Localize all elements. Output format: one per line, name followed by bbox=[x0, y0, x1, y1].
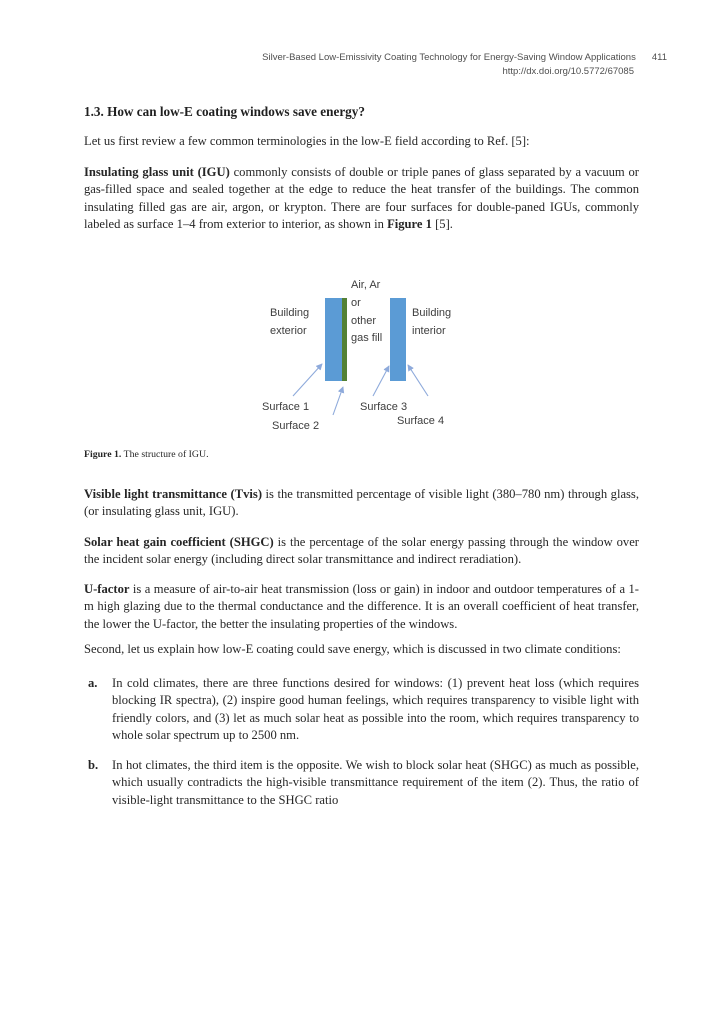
paragraph-tvis bbox=[84, 486, 639, 521]
term-shgc: Solar heat gain coefficient (SHGC) bbox=[84, 534, 274, 549]
figure-reference: Figure 1 bbox=[387, 217, 432, 231]
main-column bbox=[84, 0, 639, 809]
figure-1 bbox=[84, 234, 639, 449]
list-marker-a: a. bbox=[88, 675, 98, 690]
label-gasfill-line3: other bbox=[351, 314, 377, 327]
paragraph-igu-tail: [5]. bbox=[431, 217, 453, 231]
section-heading: 1.3. How can low-E coating windows save energy? bbox=[84, 104, 365, 119]
label-surface-2: Surface 2 bbox=[272, 419, 320, 432]
glass-pane-exterior bbox=[325, 298, 342, 381]
label-building-exterior-line1: Building bbox=[270, 306, 310, 319]
label-building-interior-line2: interior bbox=[412, 324, 446, 337]
label-gasfill-line4: gas fill bbox=[351, 331, 383, 344]
lowe-coating-strip bbox=[342, 298, 347, 381]
paragraph-shgc bbox=[84, 534, 639, 569]
paragraph-tvis-body: is the transmitted percentage of visible light (380–780 nm) through glass, (or insulating glass unit, IGU). bbox=[84, 486, 639, 518]
doi-text: http://dx.doi.org/10.5772/67085 bbox=[502, 66, 634, 77]
list-text-a: In cold climates, there are three functions desired for windows: (1) prevent heat loss (which requires blocking IR spectra), (2) inspire good human feelings, which requires transparency to visible light with friendly colors, and (3) let as much solar heat as possible into the room, which requires transparency to whole solar spectrum up to 2500 nm. bbox=[112, 675, 639, 742]
list-item-cold-climates bbox=[84, 675, 639, 745]
climate-list bbox=[84, 675, 639, 810]
label-surface-4: Surface 4 bbox=[397, 414, 445, 427]
label-building-interior-line1: Building bbox=[412, 306, 452, 319]
page-number: 411 bbox=[651, 52, 667, 63]
paragraph-igu-body: commonly consists of double or triple panes of glass separated by a vacuum or gas-filled space and sealed together at the edge to reduce the heat transfer of the buildings. The common insulating filled gas are air, argon, or krypton. There are four surfaces for double-paned IGUs, commonly labeled as surface 1–4 from exterior to interior, as shown in bbox=[84, 164, 639, 231]
running-title: Silver-Based Low-Emissivity Coating Technology for Energy-Saving Window Applications bbox=[262, 52, 636, 63]
term-igu: Insulating glass unit (IGU) bbox=[84, 164, 230, 179]
label-gasfill-line1: Air, Ar bbox=[351, 278, 381, 291]
surface2-arrow bbox=[333, 387, 343, 415]
list-text-b: In hot climates, the third item is the opposite. We wish to block solar heat (SHGC) as much as possible, which usually contradicts the high-visible transmittance requirement of the item (2). Thus, the ratio of visible-light transmittance to the SHGC ratio bbox=[112, 757, 639, 807]
paragraph-ufactor-body: is a measure of air-to-air heat transmission (loss or gain) in indoor and outdoor temperatures of a 1-m high glazing due to the thermal conductance and the difference. It is an overall coefficient of heat transfer, the lower the U-factor, the better the insulating properties of the windows. bbox=[84, 581, 639, 631]
paragraph-ufactor bbox=[84, 581, 639, 634]
list-item-hot-climates bbox=[84, 757, 639, 810]
surface3-arrow bbox=[373, 366, 389, 396]
figure-caption-label: Figure 1. bbox=[84, 448, 122, 460]
igu-diagram bbox=[230, 268, 480, 443]
label-surface-3: Surface 3 bbox=[360, 400, 408, 413]
label-surface-1: Surface 1 bbox=[262, 400, 310, 413]
paragraph-shgc-body: is the percentage of the solar energy passing through the window over the incident solar energy (including direct solar transmittance and indirect reradiation). bbox=[84, 534, 639, 566]
paragraph-intro: Let us first review a few common terminologies in the low-E field according to Ref. [5]: bbox=[84, 134, 530, 148]
label-gasfill-line2: or bbox=[351, 296, 361, 309]
paragraph-igu bbox=[84, 164, 639, 234]
label-building-exterior-line2: exterior bbox=[270, 324, 307, 337]
figure-caption bbox=[84, 449, 639, 461]
figure-caption-text: The structure of IGU. bbox=[121, 448, 209, 460]
surface4-arrow bbox=[408, 365, 428, 396]
list-marker-b: b. bbox=[88, 757, 99, 772]
surface1-arrow bbox=[293, 364, 322, 396]
term-tvis: Visible light transmittance (Tvis) bbox=[84, 486, 263, 501]
glass-pane-interior bbox=[390, 298, 406, 381]
term-ufactor: U-factor bbox=[84, 581, 130, 596]
paragraph-second: Second, let us explain how low-E coating could save energy, which is discussed in two climate conditions: bbox=[84, 642, 621, 656]
